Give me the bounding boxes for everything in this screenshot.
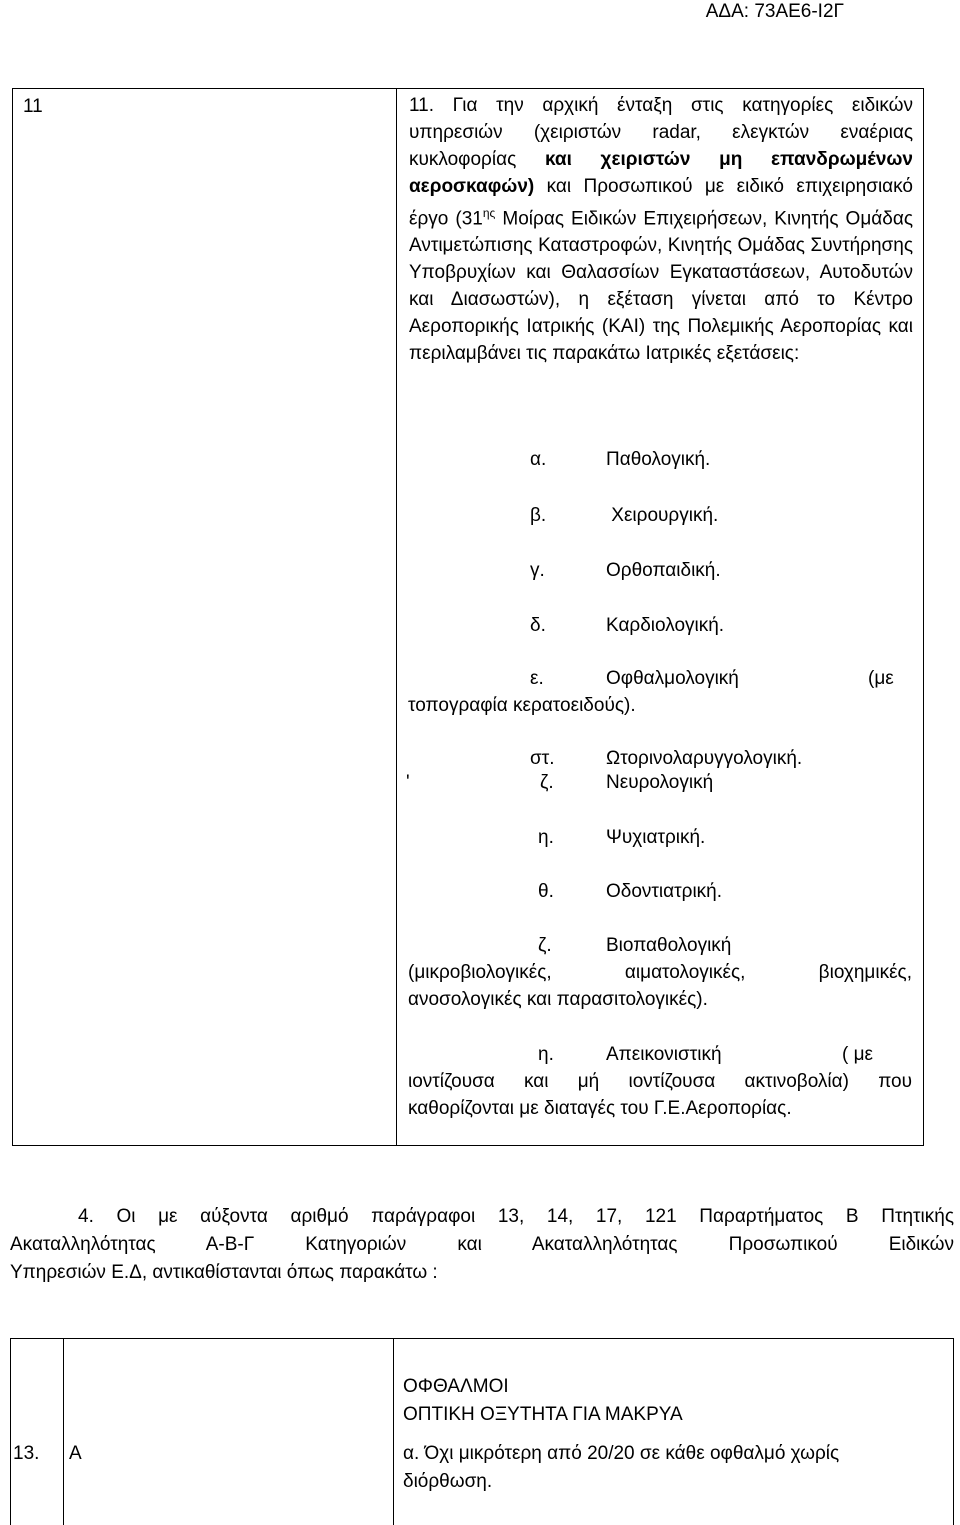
item-text: Ορθοπαιδική. (606, 560, 721, 581)
row-number: 11 (23, 96, 43, 117)
item-continuation: (μικροβιολογικές, αιματολογικές, βιοχημικές, (408, 962, 912, 983)
item-label: δ. (530, 615, 546, 636)
item-text: Οφθαλμολογική (606, 668, 739, 689)
item-suffix: (με (868, 668, 894, 689)
item-label: η. (538, 1044, 554, 1065)
item-text: Απεικονιστική (606, 1044, 722, 1065)
criterion-text: α. Όχι μικρότερη από 20/20 σε κάθε οφθαλμό χωρίς (403, 1443, 840, 1464)
table-divider (63, 1339, 64, 1525)
ada-header: ΑΔΑ: 73ΑΕ6-Ι2Γ (705, 1, 844, 22)
intro-paragraph (409, 92, 913, 367)
vision-table (10, 1338, 954, 1525)
item-label: α. (530, 449, 547, 470)
item-suffix: ( με (842, 1044, 874, 1065)
item-label: ζ. (540, 772, 554, 793)
criterion-text: διόρθωση. (403, 1471, 493, 1492)
item-label: ζ. (538, 935, 552, 956)
section-heading: ΟΦΘΑΛΜΟΙ (403, 1376, 509, 1397)
paragraph-line: Υπηρεσιών Ε.Δ, αντικαθίστανται όπως παρακάτω : (10, 1262, 438, 1283)
intro-sup: ης (482, 206, 496, 220)
intro-lead: 11. Για την αρχική ένταξη στις κατηγορίες ειδικών υπηρεσιών (χειριστών radar, ελεγκτών εναέριας κυκλοφορίας (409, 95, 913, 170)
item-text: Βιοπαθολογική (606, 935, 732, 956)
table-divider (393, 1339, 394, 1525)
paragraph-line: Ακαταλληλότητας Α-Β-Γ Κατηγοριών και Ακαταλληλότητας Προσωπικού Ειδικών (10, 1234, 954, 1255)
item-text: Καρδιολογική. (606, 615, 725, 636)
item-label: στ. (530, 748, 555, 769)
row-number: 13. (13, 1443, 40, 1464)
item-label: β. (530, 505, 547, 526)
item-text: Παθολογική. (606, 449, 711, 470)
intro-bold: και χειριστών μη επανδρωμένων αεροσκαφών) (409, 149, 914, 197)
item-label: γ. (530, 560, 545, 581)
paragraph-4 (10, 1203, 954, 1287)
item-continuation: τοπογραφία κερατοειδούς). (408, 695, 636, 716)
table-divider (396, 89, 397, 1145)
item-label: ε. (530, 668, 544, 689)
item-text: Ωτορινολαρυγγολογική. (606, 748, 803, 769)
item-text: Ψυχιατρική. (606, 827, 706, 848)
paragraph-line: 4. Οι με αύξοντα αριθμό παράγραφοι 13, 14, 17, 121 Παραρτήματος Β Πτητικής (78, 1206, 954, 1227)
stray-mark: ' (406, 772, 410, 793)
item-text: Οδοντιατρική. (606, 881, 723, 902)
item-text: Νευρολογική (606, 772, 714, 793)
item-label: θ. (538, 881, 554, 902)
item-continuation: ανοσολογικές και παρασιτολογικές). (408, 989, 708, 1010)
item-continuation: ιοντίζουσα και μή ιοντίζουσα ακτινοβολία) που (408, 1071, 912, 1092)
category-cell: Α (69, 1443, 82, 1464)
item-label: η. (538, 827, 554, 848)
intro-rest: και Προσωπικού με ειδικό επιχειρησιακό έργο (31 (409, 176, 913, 230)
subsection-heading: ΟΠΤΙΚΗ ΟΞΥΤΗΤΑ ΓΙΑ ΜΑΚΡΥΑ (403, 1404, 683, 1425)
item-text: Χειρουργική. (606, 505, 719, 526)
item-continuation: καθορίζονται με διαταγές του Γ.Ε.Αεροπορίας. (408, 1098, 792, 1119)
intro-tail: Μοίρας Ειδικών Επιχειρήσεων, Κινητής Ομάδας Αντιμετώπισης Καταστροφών, Κινητής Ομάδας Συντήρησης Υποβρυχίων και Θαλασσίων Εγκαταστάσεων, Αυτοδυτών και Διασωστών), η εξέταση γίνεται από το Κέντρο Αεροπορικής Ιατρικής (ΚΑΙ) της Πολεμικής Αεροπορίας και περιλαμβάνει τις παρακάτω Ιατρικές εξετάσεις: (409, 208, 913, 365)
